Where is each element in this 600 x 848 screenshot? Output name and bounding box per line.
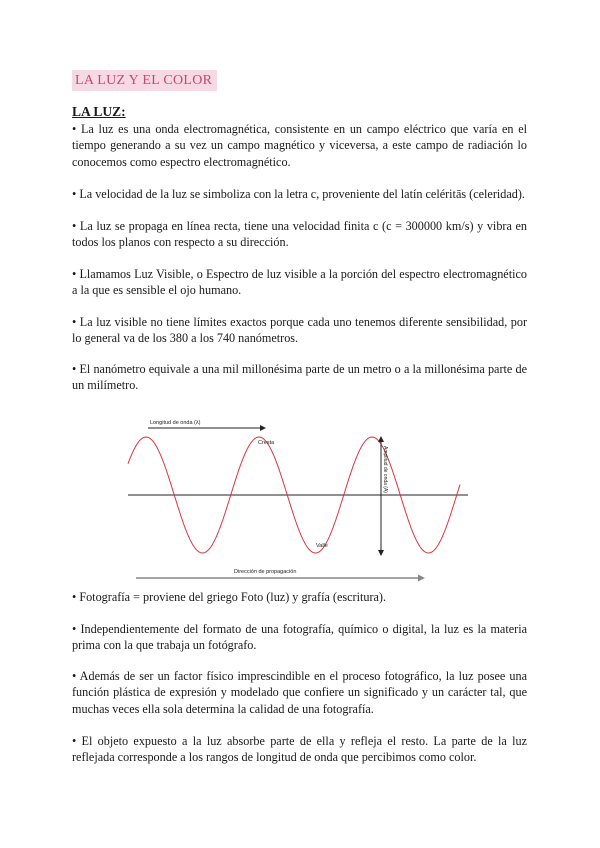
paragraph-nanometer: • El nanómetro equivale a una mil millonésima parte de un metro o a la millonésima parte de un milímetro. (72, 362, 527, 393)
amplitude-arrowhead-bottom (378, 550, 384, 556)
paragraph-speed-symbol: • La velocidad de la luz se simboliza con la letra c, proveniente del latín celéritās (celeridad). (72, 187, 525, 201)
trough-label: Valle (316, 543, 328, 549)
paragraph-visible-light: • Llamamos Luz Visible, o Espectro de luz visible a la porción del espectro electromagnético a la que es sensible el ojo humano. (72, 267, 527, 298)
wavelength-label: Longitud de onda (λ) (150, 420, 201, 426)
paragraph-raw-material: • Independientemente del formato de una fotografía, químico o digital, la luz es la materia prima con la que trabaja un fotógrafo. (72, 622, 527, 653)
crest-label: Cresta (258, 440, 275, 446)
amplitude-arrowhead-top (378, 436, 384, 442)
section-heading: LA LUZ: (72, 104, 126, 119)
paragraph-reflection-color: • El objeto expuesto a la luz absorbe parte de ella y refleja el resto. La parte de la luz reflejada corresponde a los rangos de longitud de onda que percibimos como color. (72, 734, 527, 765)
direction-label: Dirección de propagación (234, 569, 297, 575)
paragraph-wave-definition: • La luz es una onda electromagnética, consistente en un campo eléctrico que varía en el tiempo generando a su vez un campo magnético y viceversa, a este campo de radiación lo conocemos como espectro electromagnético. (72, 122, 527, 169)
paragraph-plastic-function: • Además de ser un factor físico imprescindible en el proceso fotográfico, la luz posee una función plástica de expresión y modelado que confiere un significado y un carácter tal, que muchas veces ella sola determina la calidad de una fotografía. (72, 669, 527, 716)
light-wave-diagram (118, 410, 474, 586)
document-title: LA LUZ Y EL COLOR (72, 70, 217, 91)
wavelength-arrowhead (260, 425, 266, 431)
paragraph-photography-origin: • Fotografía = proviene del griego Foto (luz) y grafía (escritura). (72, 590, 387, 604)
paragraph-propagation: • La luz se propaga en línea recta, tiene una velocidad finita c (c = 300000 km/s) y vibra en todos los planos con respecto a su dirección. (72, 219, 527, 250)
direction-arrowhead (418, 575, 425, 582)
amplitude-label: Amplitud de onda (A) (382, 446, 388, 493)
paragraph-visible-limits: • La luz visible no tiene límites exactos porque cada uno tenemos diferente sensibilidad, por lo general va de los 380 a los 740 nanómetros. (72, 315, 527, 346)
